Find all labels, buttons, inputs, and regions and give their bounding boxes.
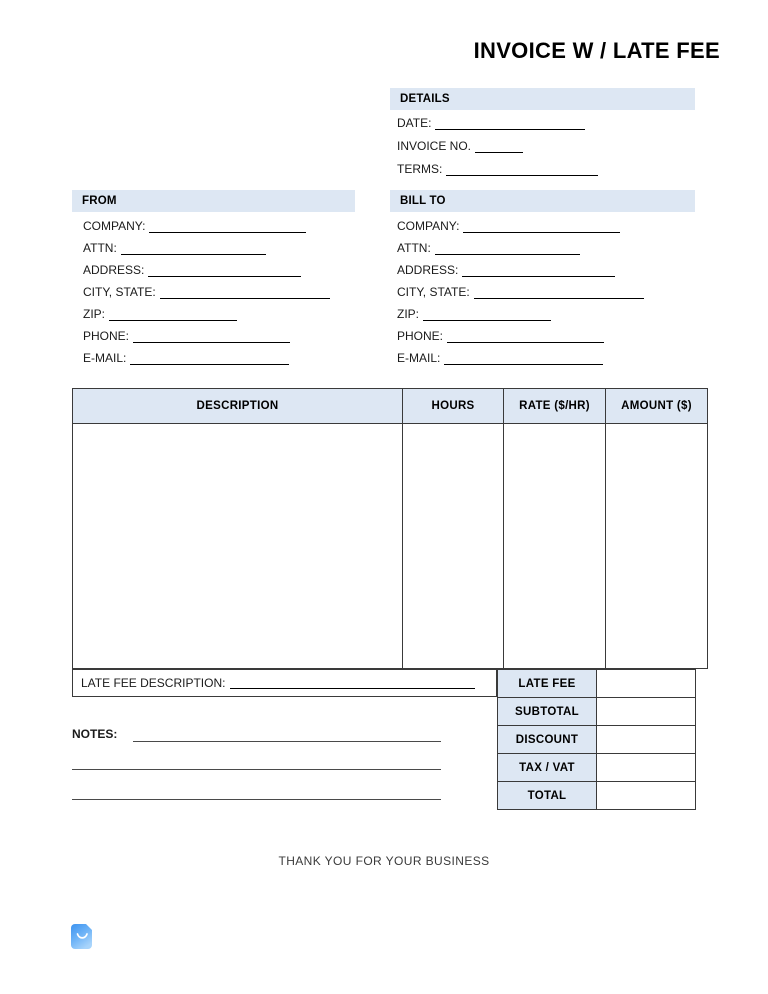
from-band-label: FROM bbox=[82, 195, 117, 207]
from-field-zip-label: ZIP: bbox=[83, 307, 106, 321]
field-date-label: DATE: bbox=[397, 116, 432, 130]
bill-to-band bbox=[390, 190, 695, 212]
from-field-address-rule[interactable] bbox=[148, 264, 301, 277]
from-field-company-rule[interactable] bbox=[149, 220, 306, 233]
bill-to-field-phone-label: PHONE: bbox=[397, 329, 444, 343]
bill-to-field-city-state-rule[interactable] bbox=[474, 286, 644, 299]
line-items-table bbox=[72, 388, 708, 669]
bill-to-field-phone[interactable] bbox=[397, 327, 604, 343]
notes-line-3[interactable] bbox=[72, 799, 441, 800]
totals-label-tax-vat: TAX / VAT bbox=[498, 754, 597, 782]
totals-label-total: TOTAL bbox=[498, 782, 597, 810]
cell-hours[interactable] bbox=[403, 424, 504, 669]
field-terms-label: TERMS: bbox=[397, 162, 443, 176]
bill-to-field-email[interactable] bbox=[397, 349, 603, 365]
column-header-description: DESCRIPTION bbox=[73, 389, 403, 424]
bill-to-field-attn-label: ATTN: bbox=[397, 241, 431, 255]
bill-to-band-label: BILL TO bbox=[400, 195, 446, 207]
cell-description[interactable] bbox=[73, 424, 403, 669]
from-field-city-state-label: CITY, STATE: bbox=[83, 285, 156, 299]
column-header-rate: RATE ($/HR) bbox=[504, 389, 606, 424]
late-fee-description-label: LATE FEE DESCRIPTION: bbox=[81, 676, 226, 690]
brand-logo-icon[interactable] bbox=[71, 923, 94, 950]
field-terms[interactable] bbox=[397, 160, 598, 176]
from-field-zip[interactable] bbox=[83, 305, 237, 321]
bill-to-field-address-label: ADDRESS: bbox=[397, 263, 459, 277]
from-field-email-label: E-MAIL: bbox=[83, 351, 127, 365]
line-items-entry-row bbox=[73, 424, 708, 669]
bill-to-field-company-rule[interactable] bbox=[463, 220, 620, 233]
details-band-label: DETAILS bbox=[400, 93, 450, 105]
bill-to-field-city-state-label: CITY, STATE: bbox=[397, 285, 470, 299]
field-invoice-no-rule[interactable] bbox=[475, 140, 523, 153]
from-field-address[interactable] bbox=[83, 261, 301, 277]
from-field-phone-rule[interactable] bbox=[133, 330, 290, 343]
bill-to-field-address[interactable] bbox=[397, 261, 615, 277]
bill-to-field-zip-label: ZIP: bbox=[397, 307, 420, 321]
field-date[interactable] bbox=[397, 114, 585, 130]
bill-to-field-email-rule[interactable] bbox=[444, 352, 603, 365]
from-field-city-state-rule[interactable] bbox=[160, 286, 330, 299]
notes-line-2[interactable] bbox=[72, 769, 441, 770]
bill-to-field-address-rule[interactable] bbox=[462, 264, 615, 277]
bill-to-field-attn-rule[interactable] bbox=[435, 242, 580, 255]
from-field-email-rule[interactable] bbox=[130, 352, 289, 365]
bill-to-field-zip-rule[interactable] bbox=[423, 308, 551, 321]
totals-label-late-fee: LATE FEE bbox=[498, 670, 597, 698]
field-date-rule[interactable] bbox=[435, 117, 585, 130]
totals-row-tax-vat bbox=[498, 754, 696, 782]
from-field-address-label: ADDRESS: bbox=[83, 263, 145, 277]
notes-line-1[interactable] bbox=[133, 741, 441, 742]
totals-value-late-fee[interactable] bbox=[597, 670, 696, 698]
late-fee-description-rule[interactable] bbox=[230, 677, 475, 689]
bill-to-field-phone-rule[interactable] bbox=[447, 330, 604, 343]
page-title: INVOICE W / LATE FEE bbox=[473, 38, 720, 63]
totals-label-subtotal: SUBTOTAL bbox=[498, 698, 597, 726]
notes-label: NOTES: bbox=[72, 727, 118, 741]
from-field-company[interactable] bbox=[83, 217, 306, 233]
bill-to-field-email-label: E-MAIL: bbox=[397, 351, 441, 365]
bill-to-field-attn[interactable] bbox=[397, 239, 580, 255]
field-invoice-no[interactable] bbox=[397, 137, 523, 153]
from-field-phone-label: PHONE: bbox=[83, 329, 130, 343]
totals-table bbox=[497, 669, 696, 810]
late-fee-description-box[interactable] bbox=[72, 669, 497, 697]
bill-to-field-company[interactable] bbox=[397, 217, 620, 233]
bill-to-field-company-label: COMPANY: bbox=[397, 219, 460, 233]
column-header-amount: AMOUNT ($) bbox=[606, 389, 708, 424]
column-header-hours: HOURS bbox=[403, 389, 504, 424]
details-band bbox=[390, 88, 695, 110]
totals-row-subtotal bbox=[498, 698, 696, 726]
cell-rate[interactable] bbox=[504, 424, 606, 669]
from-field-zip-rule[interactable] bbox=[109, 308, 237, 321]
totals-row-total bbox=[498, 782, 696, 810]
from-field-attn-label: ATTN: bbox=[83, 241, 117, 255]
from-field-phone[interactable] bbox=[83, 327, 290, 343]
line-items-header-row bbox=[73, 389, 708, 424]
totals-label-discount: DISCOUNT bbox=[498, 726, 597, 754]
totals-value-total[interactable] bbox=[597, 782, 696, 810]
totals-value-discount[interactable] bbox=[597, 726, 696, 754]
totals-value-tax-vat[interactable] bbox=[597, 754, 696, 782]
from-field-city-state[interactable] bbox=[83, 283, 330, 299]
bill-to-field-city-state[interactable] bbox=[397, 283, 644, 299]
from-band bbox=[72, 190, 355, 212]
from-field-email[interactable] bbox=[83, 349, 289, 365]
totals-row-discount bbox=[498, 726, 696, 754]
from-field-company-label: COMPANY: bbox=[83, 219, 146, 233]
totals-row-late-fee bbox=[498, 670, 696, 698]
cell-amount[interactable] bbox=[606, 424, 708, 669]
field-invoice-no-label: INVOICE NO. bbox=[397, 139, 472, 153]
bill-to-field-zip[interactable] bbox=[397, 305, 551, 321]
totals-value-subtotal[interactable] bbox=[597, 698, 696, 726]
from-field-attn[interactable] bbox=[83, 239, 266, 255]
from-field-attn-rule[interactable] bbox=[121, 242, 266, 255]
thank-you-message: THANK YOU FOR YOUR BUSINESS bbox=[278, 854, 490, 868]
field-terms-rule[interactable] bbox=[446, 163, 598, 176]
